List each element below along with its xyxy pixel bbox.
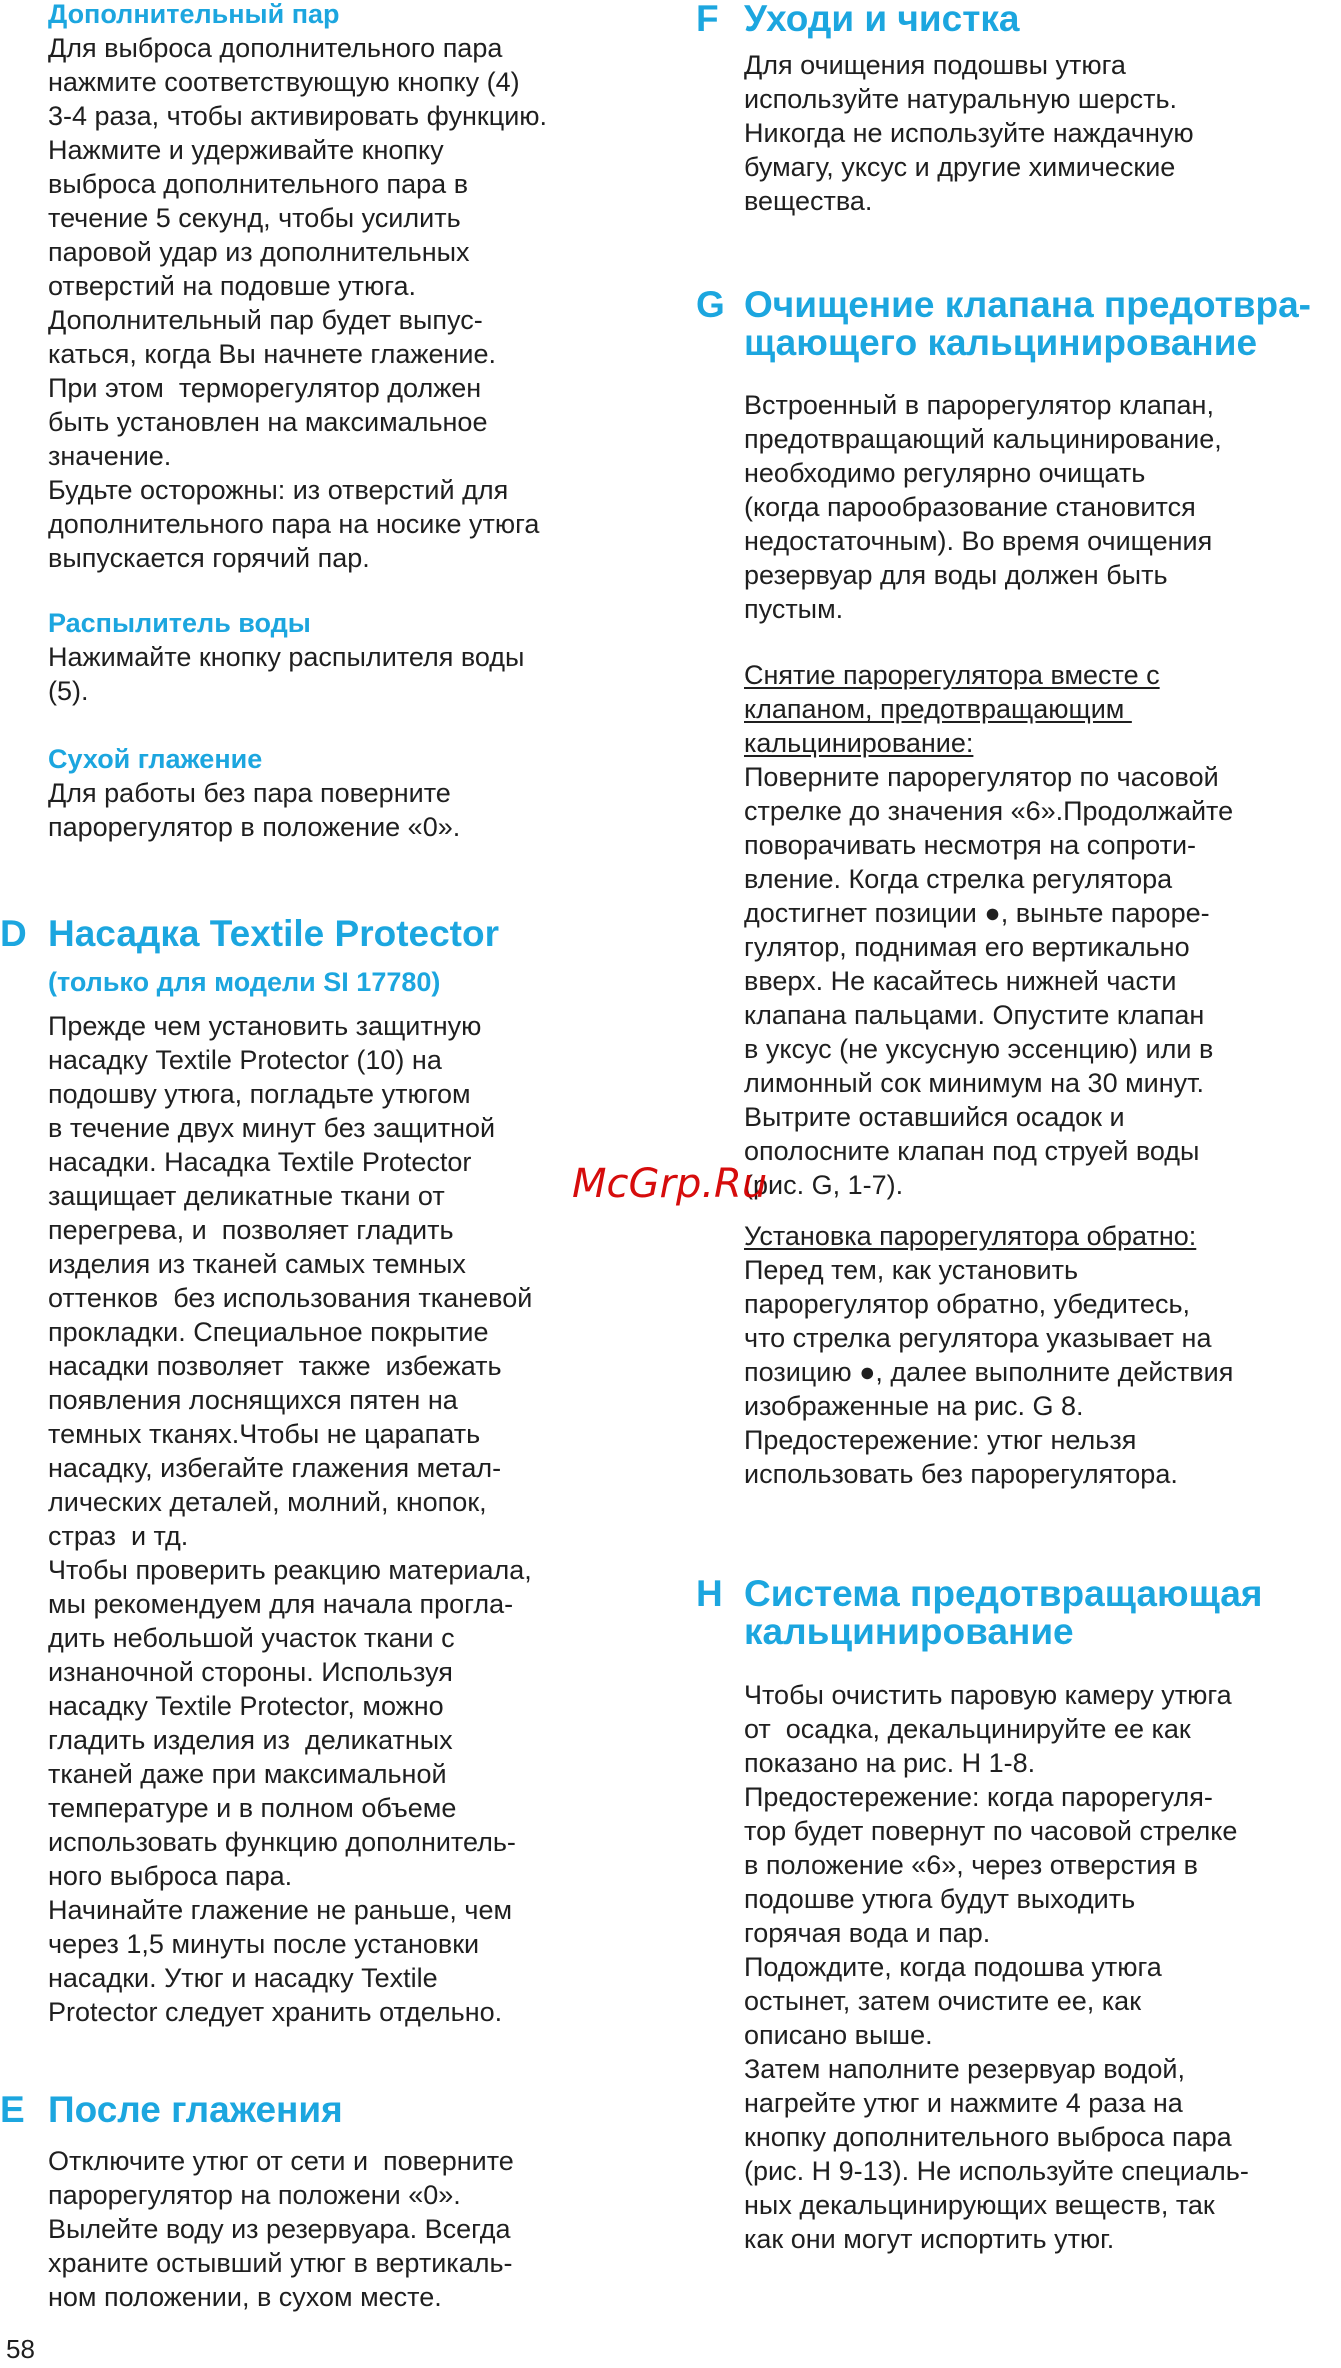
regulator-removal-heading: Снятие парорегулятора вместе с клапаном, предотвращающим кальцинирование: — [744, 660, 1160, 758]
dry-ironing-heading: Сухой глажение — [48, 744, 263, 774]
water-spray-text: Нажимайте кнопку распылителя воды (5). — [48, 642, 525, 706]
watermark-text: McGrp.Ru — [572, 1161, 768, 1207]
page-number: 58 — [6, 2334, 35, 2364]
section-e-letter: E — [0, 2089, 25, 2130]
section-g-letter: G — [696, 284, 725, 325]
section-h-title: Система предотвращающая кальцинирование — [744, 1573, 1263, 1652]
extra-steam-text: Для выброса дополнительного пара нажмите соответствующую кнопку (4) 3-4 раза, чтобы активировать функцию. Нажмите и удерживайте кнопку выброса дополнительного пара в течение 5 секунд, чтобы усилить паровой удар из дополнительных отверстий на подовше утюга. Дополнительный пар будет выпус- каться, когда Вы начнете глажение. При этом терморегулятор должен быть установлен на максимальное значение. Будьте осторожны: из отверстий для дополнительного пара на носике утюга выпускается горячий пар. — [48, 33, 548, 573]
section-e-text: Отключите утюг от сети и поверните парорегулятор на положени «0». Вылейте воду из резервуара. Всегда храните остывший утюг в вертикаль- ном положении, в сухом месте. — [48, 2146, 514, 2312]
regulator-install-heading: Установка парорегулятора обратно: — [744, 1221, 1197, 1251]
regulator-removal-text: Поверните парорегулятор по часовой стрелке до значения «6».Продолжайте поворачивать несмотря на сопроти- вление. Когда стрелка регулятора достигнет позиции ●, выньте пароре- гулятор, поднимая его вертикально вверх. Не касайтесь нижней части клапана пальцами. Опустите клапан в уксус (не уксусную эссенцию) или в лимонный сок минимум на 30 минут. Вытрите оставшийся осадок и ополосните клапан под струей воды (рис. G, 1-7). — [744, 762, 1234, 1200]
section-h-text: Чтобы очистить паровую камеру утюга от осадка, декальцинируйте ее как показано на рис. H 1-8. Предостережение: когда парорегуля- тор будет повернут по часовой стрелке в положение «6», через отверстия в подошве утюга будут выходить горячая вода и пар. Подождите, когда подошва утюга остынет, затем очистите ее, как описано выше. Затем наполните резервуар водой, нагрейте утюг и нажмите 4 раза на кнопку дополнительного выброса пара (рис. H 9-13). Не используйте специаль- ных декальцинирующих веществ, так как они могут испортить утюг. — [744, 1680, 1249, 2254]
extra-steam-heading: Дополнительный пар — [48, 0, 340, 29]
section-d-letter: D — [0, 913, 27, 954]
regulator-install-text: Перед тем, как установить парорегулятор обратно, убедитесь, что стрелка регулятора указывает на позицию ●, далее выполните действия изображенные на рис. G 8. Предостережение: утюг нельзя использовать без парорегулятора. — [744, 1255, 1234, 1489]
section-h-letter: H — [696, 1573, 723, 1614]
section-f-letter: F — [696, 0, 719, 39]
section-d-title: Насадка Textile Protector — [48, 913, 499, 954]
section-f-text: Для очищения подошвы утюга используйте натуральную шерсть. Никогда не используйте наждачную бумагу, уксус и другие химические вещества. — [744, 50, 1194, 216]
section-d-subtitle: (только для модели SI 17780) — [48, 967, 441, 997]
dry-ironing-text: Для работы без пара поверните парорегулятор в положение «0». — [48, 778, 461, 842]
section-g-text: Встроенный в парорегулятор клапан, предотвращающий кальцинирование, необходимо регулярно очищать (когда парообразование становится недостаточным). Во время очищения резервуар для воды должен быть пустым. — [744, 390, 1222, 624]
water-spray-heading: Распылитель воды — [48, 608, 311, 638]
section-e-title: После глажения — [48, 2089, 343, 2130]
section-f-title: Уходи и чистка — [744, 0, 1020, 39]
section-d-text: Прежде чем установить защитную насадку Textile Protector (10) на подошву утюга, погладьте утюгом в течение двух минут без защитной насадки. Насадка Textile Protector защищает деликатные ткани от перегрева, и позволяет гладить изделия из тканей самых темных оттенков без использования тканевой прокладки. Специальное покрытие насадки позволяет также избежать появления лоснящихся пятен на темных тканях.Чтобы не царапать насадку, избегайте глажения метал- лических деталей, молний, кнопок, страз и тд. Чтобы проверить реакцию материала, мы рекомендуем для начала прогла- дить небольшой участок ткани с изнаночной стороны. Используя насадку Textile Protector, можно гладить изделия из деликатных тканей даже при максимальной температуре и в полном объеме использовать функцию дополнитель- ного выброса пара. Начинайте глажение не раньше, чем через 1,5 минуты после установки насадки. Утюг и насадку Textile Protector следует хранить отдельно. — [48, 1011, 533, 2027]
section-g-title: Очищение клапана предотвра- щающего кальцинирование — [744, 284, 1311, 363]
